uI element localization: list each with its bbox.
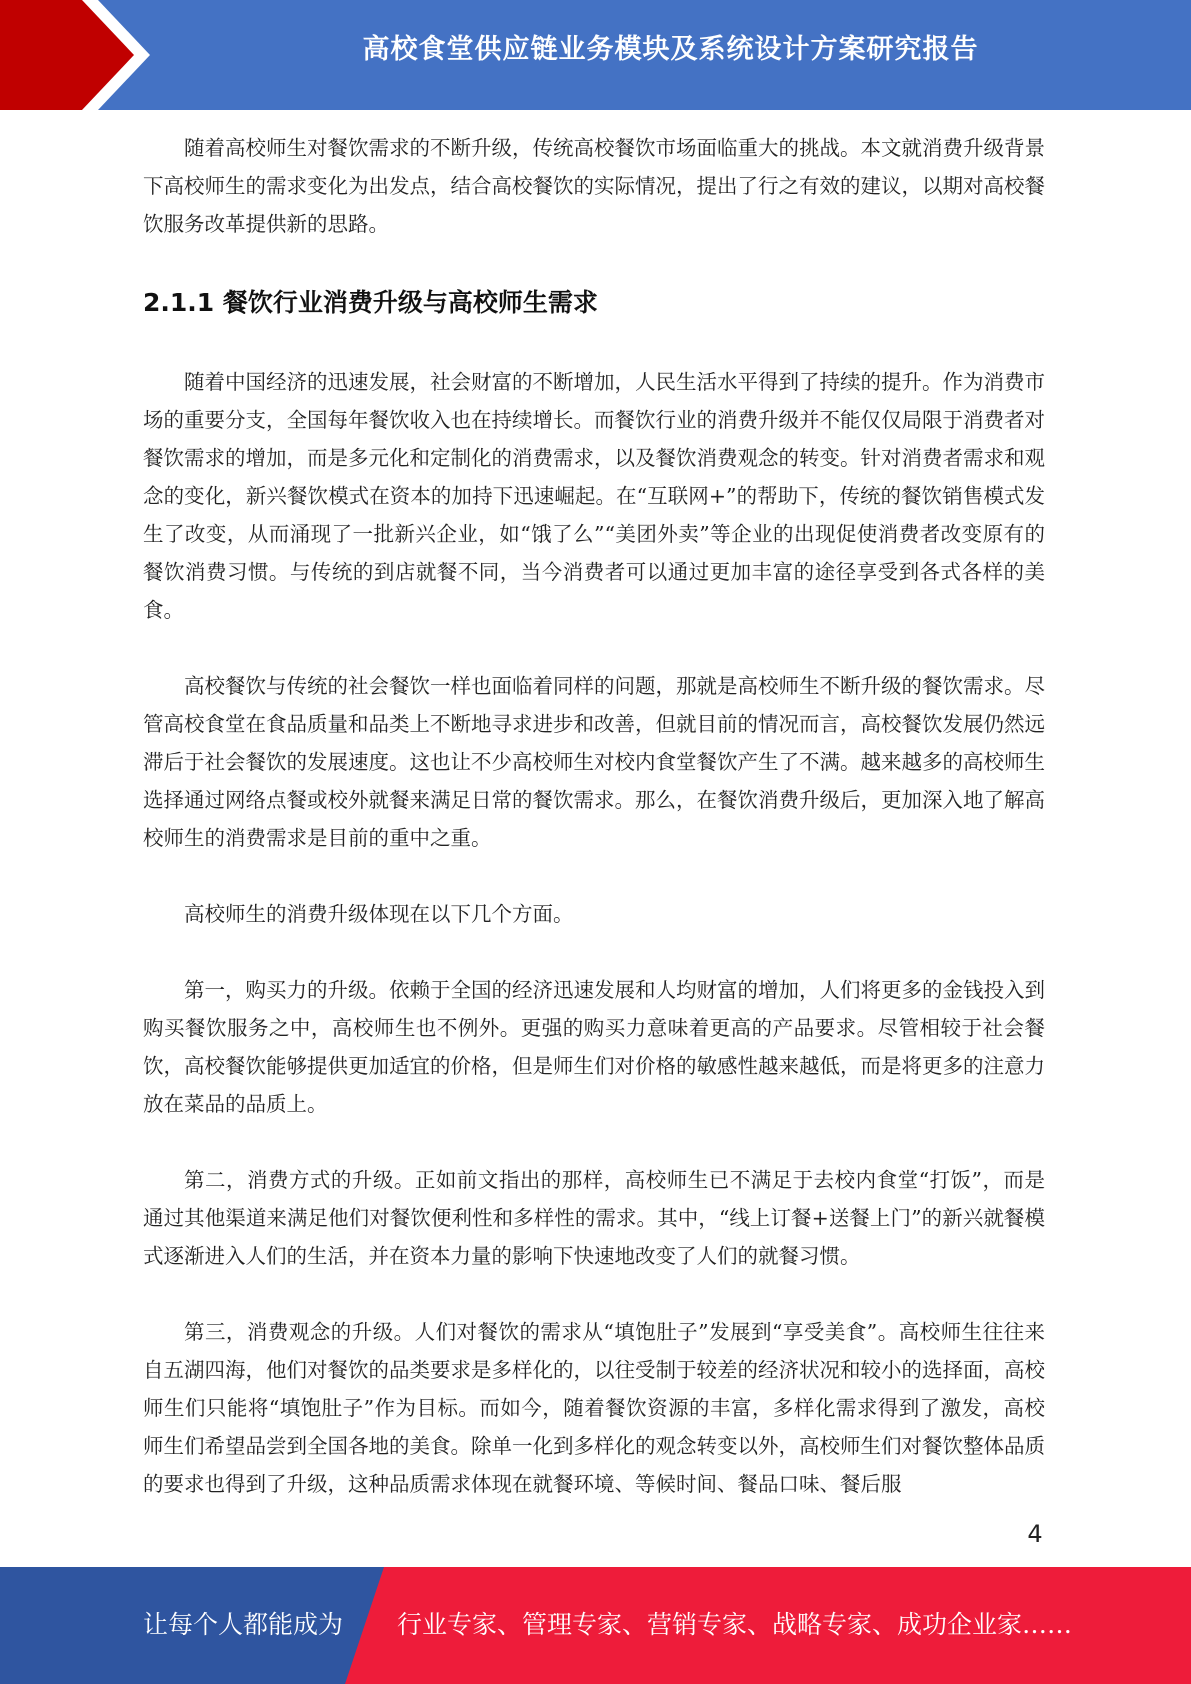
header-arrow-decoration (0, 0, 160, 110)
footer-slogan-left: 让每个人都能成为 (143, 1610, 344, 1639)
page-number: 4 (1027, 1520, 1043, 1548)
header-title: 高校食堂供应链业务模块及系统设计方案研究报告 (362, 34, 979, 65)
page-footer (0, 1567, 1191, 1684)
intro-paragraph: 随着高校师生对餐饮需求的不断升级，传统高校餐饮市场面临重大的挑战。本文就消费升级背景下高校师生的需求变化为出发点，结合高校餐饮的实际情况，提出了行之有效的建议，以期对高校餐饮服务改革提供新的思路。 (143, 136, 1045, 236)
paragraph-second-point: 第二，消费方式的升级。正如前文指出的那样，高校师生已不满足于去校内食堂“打饭”，而是通过其他渠道来满足他们对餐饮便利性和多样性的需求。其中，“线上订餐+送餐上门”的新兴就餐模式逐渐进入人们的生活，并在资本力量的影响下快速地改变了人们的就餐习惯。 (143, 1168, 1045, 1268)
paragraph-first-point: 第一，购买力的升级。依赖于全国的经济迅速发展和人均财富的增加，人们将更多的金钱投入到购买餐饮服务之中，高校师生也不例外。更强的购买力意味着更高的产品要求。尽管相较于社会餐饮，高校餐饮能够提供更加适宜的价格，但是师生们对价格的敏感性越来越低，而是将更多的注意力放在菜品的品质上。 (143, 978, 1045, 1116)
page-header (0, 0, 1191, 110)
paragraph-economic-growth: 随着中国经济的迅速发展，社会财富的不断增加，人民生活水平得到了持续的提升。作为消费市场的重要分支，全国每年餐饮收入也在持续增长。而餐饮行业的消费升级并不能仅仅局限于消费者对餐饮需求的增加，而是多元化和定制化的消费需求，以及餐饮消费观念的转变。针对消费者需求和观念的变化，新兴餐饮模式在资本的加持下迅速崛起。在“互联网+”的帮助下，传统的餐饮销售模式发生了改变，从而涌现了一批新兴企业，如“饿了么”“美团外卖”等企业的出现促使消费者改变原有的餐饮消费习惯。与传统的到店就餐不同，当今消费者可以通过更加丰富的途径享受到各式各样的美食。 (143, 370, 1045, 622)
section-heading: 2.1.1 餐饮行业消费升级与高校师生需求 (143, 288, 598, 317)
footer-slogan-right: 行业专家、管理专家、营销专家、战略专家、成功企业家…… (397, 1610, 1073, 1639)
paragraph-campus-catering: 高校餐饮与传统的社会餐饮一样也面临着同样的问题，那就是高校师生不断升级的餐饮需求。尽管高校食堂在食品质量和品类上不断地寻求进步和改善，但就目前的情况而言，高校餐饮发展仍然远滞后于社会餐饮的发展速度。这也让不少高校师生对校内食堂餐饮产生了不满。越来越多的高校师生选择通过网络点餐或校外就餐来满足日常的餐饮需求。那么，在餐饮消费升级后，更加深入地了解高校师生的消费需求是目前的重中之重。 (143, 674, 1045, 850)
paragraph-third-point: 第三，消费观念的升级。人们对餐饮的需求从“填饱肚子”发展到“享受美食”。高校师生往往来自五湖四海，他们对餐饮的品类要求是多样化的，以往受制于较差的经济状况和较小的选择面，高校师生们只能将“填饱肚子”作为目标。而如今，随着餐饮资源的丰富，多样化需求得到了激发，高校师生们希望品尝到全国各地的美食。除单一化到多样化的观念转变以外，高校师生们对餐饮整体品质的要求也得到了升级，这种品质需求体现在就餐环境、等候时间、餐品口味、餐后服 (143, 1320, 1045, 1496)
paragraph-upgrade-aspects: 高校师生的消费升级体现在以下几个方面。 (184, 902, 574, 926)
